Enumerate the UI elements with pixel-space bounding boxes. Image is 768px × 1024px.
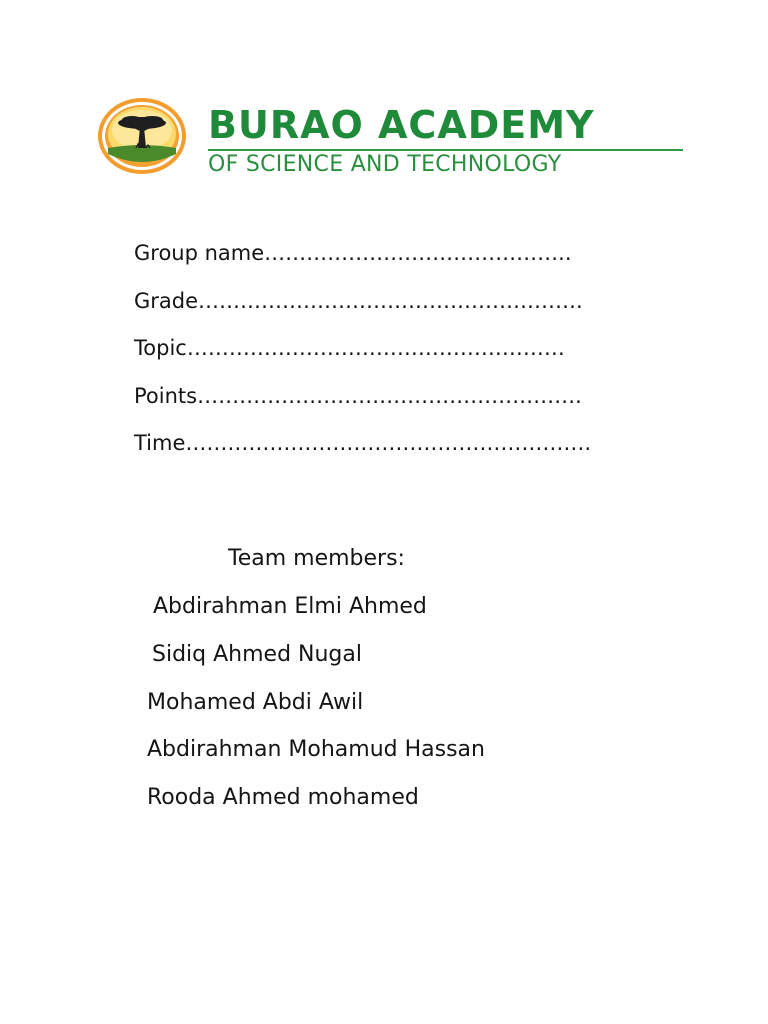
academy-name: BURAO ACADEMY bbox=[208, 103, 595, 147]
header-divider bbox=[208, 149, 683, 151]
cover-form-fields bbox=[134, 230, 654, 468]
list-item: Mohamed Abdi Awil bbox=[147, 690, 364, 715]
grade-field: Grade………………………………………………. bbox=[134, 288, 583, 313]
academy-subtitle: OF SCIENCE AND TECHNOLOGY bbox=[208, 152, 562, 177]
time-field: Time…………………………………………………. bbox=[134, 431, 592, 455]
points-field: Points………………………………………………. bbox=[134, 383, 582, 408]
list-item: Sidiq Ahmed Nugal bbox=[152, 642, 362, 667]
list-item: Abdirahman Mohamud Hassan bbox=[147, 737, 485, 762]
topic-field: Topic……………………………………………… bbox=[134, 336, 565, 360]
letterhead bbox=[96, 96, 696, 182]
list-item: Abdirahman Elmi Ahmed bbox=[153, 594, 427, 619]
list-item: Rooda Ahmed mohamed bbox=[147, 785, 419, 810]
group-name-field: Group name…………………………………….. bbox=[134, 241, 572, 265]
academy-logo-icon bbox=[96, 96, 188, 176]
team-heading: Team members: bbox=[228, 546, 405, 571]
